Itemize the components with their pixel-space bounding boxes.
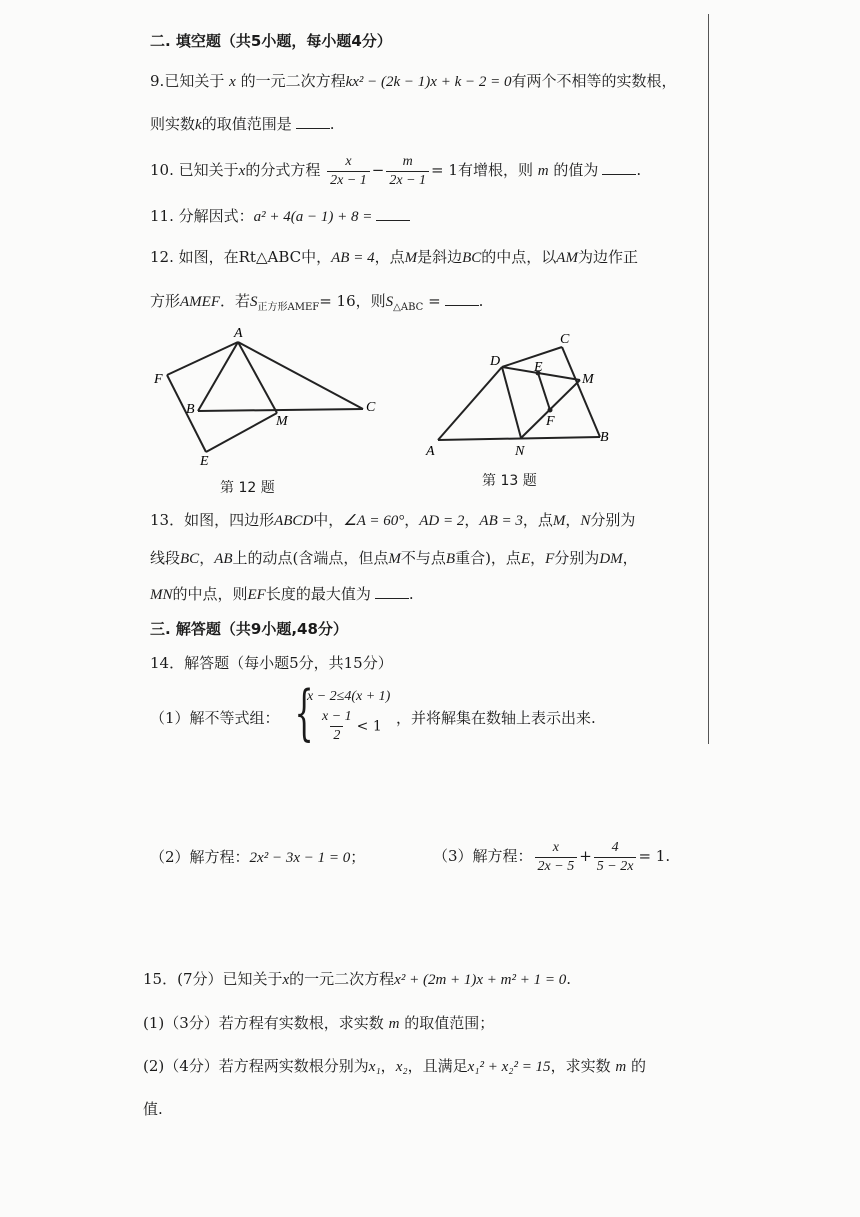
q13-t24: ， — [530, 549, 546, 567]
p3-f2-den: 5 − 2x — [594, 857, 637, 876]
q14-p3-label: （3）解方程： — [433, 847, 533, 865]
q9-text-2: 的一元二次方程 — [240, 72, 346, 90]
question-14-header: 14．解答题（每小题5分，共15分） — [150, 654, 393, 672]
q13-t32: 长度的最大值为 — [265, 585, 371, 603]
q13-t19: M — [388, 551, 401, 567]
q10-eq: = 1 — [431, 161, 458, 179]
q13-t29: MN — [150, 587, 173, 603]
inequality-2-fraction — [319, 708, 355, 745]
fig13-label-a: A — [426, 444, 435, 459]
fig13-label-c: C — [560, 332, 570, 347]
q9-text-5: 的取值范围是 — [201, 115, 292, 133]
q9-text-3: 有两个不相等的实数根， — [511, 72, 677, 90]
q9-text-4: 则实数 — [150, 115, 196, 133]
q15-t15: ，求实数 — [550, 1057, 611, 1075]
page-edge-line — [708, 14, 709, 744]
question-15-line-4: 值. — [143, 1100, 163, 1118]
question-13-line-3 — [150, 583, 414, 606]
q10-text-4: 的值为 — [553, 161, 599, 179]
q13-t20: 不与点 — [400, 549, 446, 567]
q13-t28: ， — [622, 549, 638, 567]
fig13-edge-dc — [502, 347, 562, 367]
q14-p3-fraction-2 — [594, 839, 637, 876]
q13-t26: 分别为 — [554, 549, 600, 567]
fig13-point-f — [548, 408, 553, 413]
q13-t4: ∠A = 60° — [343, 513, 405, 529]
inequality-system-brace: { — [294, 678, 314, 748]
p3-f1-num: x — [552, 839, 559, 855]
fig13-label-b: B — [600, 430, 609, 445]
q15-t13: ，且满足 — [407, 1057, 468, 1075]
q13-t15: BC — [180, 551, 200, 567]
q12-t19: = — [428, 292, 441, 310]
q13-t25: F — [545, 551, 555, 567]
q11-expression: a² + 4(a − 1) + 8 = — [253, 209, 373, 225]
q15-t16: m — [615, 1059, 627, 1075]
q10-minus: − — [371, 161, 385, 179]
q11-number: 11. — [150, 207, 174, 225]
q10-fraction-1 — [327, 153, 370, 190]
q13-t1: 13．如图，四边形 — [150, 511, 275, 529]
q10-fraction-2 — [386, 153, 429, 190]
q10-f2-num: m — [402, 153, 413, 169]
q15-t17: 的 — [630, 1057, 646, 1075]
q15-t5: . — [566, 970, 572, 988]
q14-p2-end: ； — [350, 848, 366, 866]
q12-t11: AMEF — [180, 294, 220, 310]
fig12-label-e: E — [200, 454, 209, 469]
ineq2-num: x − 1 — [322, 709, 352, 724]
q10-end: . — [636, 161, 642, 179]
q12-end: . — [478, 292, 484, 310]
q12-t18: △ABC — [393, 302, 424, 313]
q13-t5: ， — [404, 511, 420, 529]
question-15-line-2 — [143, 1012, 494, 1035]
question-9-line-1 — [150, 70, 676, 93]
q13-t9: ，点 — [522, 511, 553, 529]
fig13-label-d: D — [490, 354, 501, 369]
p3-eq: = 1 — [638, 847, 666, 865]
ineq2-den: 2 — [330, 726, 343, 745]
q15-t11: ， — [380, 1057, 396, 1075]
p3-f1-den: 2x − 5 — [535, 857, 578, 876]
q10-text-3: 有增根，则 — [457, 161, 533, 179]
question-15-line-1 — [143, 968, 571, 991]
q13-end: . — [408, 585, 414, 603]
fig12-label-a: A — [234, 326, 243, 341]
q9-text: 已知关于 — [164, 72, 225, 90]
q14-part-3 — [433, 836, 670, 876]
q15-t2: x — [282, 972, 290, 988]
fig13-label-n: N — [515, 444, 525, 459]
q10-var-x: x — [238, 163, 246, 179]
question-12-line-2 — [150, 290, 483, 319]
q9-answer-blank — [296, 114, 330, 129]
question-13-line-1 — [150, 509, 635, 532]
q12-t8: AM — [556, 250, 578, 266]
q15-t3: 的一元二次方程 — [289, 970, 395, 988]
q13-t3: 中， — [313, 511, 344, 529]
q13-t30: 的中点，则 — [172, 585, 248, 603]
p3-end: . — [665, 847, 671, 865]
q9-equation: kx² − (2k − 1)x + k − 2 = 0 — [345, 74, 512, 90]
fig12-label-f: F — [154, 372, 163, 387]
q10-f1-den: 2x − 1 — [327, 171, 370, 190]
q10-f1-num: x — [345, 153, 352, 169]
inequality-1: x − 2≤4(x + 1) — [307, 689, 391, 704]
q12-t17: S — [385, 294, 394, 310]
q12-t3: ，点 — [374, 248, 405, 266]
q11-answer-blank — [376, 206, 410, 221]
q13-t17: AB — [214, 551, 233, 567]
q12-answer-blank — [445, 291, 479, 306]
q13-answer-blank — [375, 584, 409, 599]
q12-t16: ，则 — [355, 292, 386, 310]
q12-t13: S — [250, 294, 258, 310]
inequality-2-rhs: < 1 — [356, 718, 382, 735]
q13-t8: AB = 3 — [479, 513, 523, 529]
fig13-label-m: M — [582, 372, 594, 387]
q12-t10: 方形 — [150, 292, 181, 310]
inequality-system — [307, 684, 391, 743]
q13-t13: 分别为 — [590, 511, 636, 529]
q12-t14: 正方形AMEF — [257, 302, 320, 313]
q15-t1: 15．(7分）已知关于 — [143, 970, 283, 988]
q15-t12: x₂ — [395, 1059, 408, 1075]
q14-p2-label: （2）解方程： — [150, 848, 250, 866]
q9-var-k: k — [195, 117, 202, 133]
fig13-caption: 第 13 题 — [482, 473, 537, 489]
q13-t10: M — [552, 513, 566, 529]
fig13-edge-ef — [538, 373, 550, 410]
q10-answer-blank — [602, 160, 636, 175]
q10-text: 已知关于 — [178, 161, 239, 179]
q14-p2-equation: 2x² − 3x − 1 = 0 — [249, 850, 351, 866]
q13-t12: N — [580, 513, 591, 529]
fig12-label-m: M — [276, 414, 288, 429]
question-9-line-2 — [150, 113, 334, 136]
p3-f2-num: 4 — [611, 839, 619, 855]
fig12-label-c: C — [366, 400, 376, 415]
q12-number: 12. — [150, 248, 174, 266]
q9-number: 9. — [150, 72, 165, 90]
section-2-title: 二. 填空题（共5小题，每小题4分） — [150, 32, 392, 50]
q12-t12: ．若 — [220, 292, 251, 310]
q13-t11: ， — [565, 511, 581, 529]
q12-t2: AB = 4 — [331, 250, 375, 266]
q11-text: 分解因式： — [178, 207, 254, 225]
q10-var-m: m — [537, 163, 549, 179]
q14-part-1-instruction: ，并将解集在数轴上表示出来. — [396, 709, 596, 727]
figure-12 — [150, 325, 390, 470]
fig13-edge-dn — [502, 367, 521, 438]
q13-t23: E — [520, 551, 531, 567]
q12-t15: = 16 — [319, 292, 356, 310]
question-13-line-2 — [150, 547, 638, 570]
fig12-label-b: B — [186, 402, 195, 417]
q13-t27: DM — [599, 551, 623, 567]
question-10 — [150, 150, 641, 191]
q12-t6: BC — [462, 250, 482, 266]
q10-text-2: 的分式方程 — [245, 161, 321, 179]
fig12-edge-bc — [198, 409, 363, 411]
fig13-label-e: E — [534, 360, 543, 375]
q12-t7: 的中点，以 — [481, 248, 557, 266]
fig12-caption: 第 12 题 — [220, 480, 275, 496]
q13-t18: 上的动点(含端点，但点 — [232, 549, 389, 567]
q9-end: . — [329, 115, 335, 133]
q12-t5: 是斜边 — [417, 248, 463, 266]
q13-t6: AD = 2 — [419, 513, 465, 529]
q15-t7: m — [388, 1016, 400, 1032]
q15-t6: (1)（3分）若方程有实数根，求实数 — [143, 1014, 384, 1032]
question-11 — [150, 205, 410, 228]
fig12-edge-em — [206, 413, 277, 452]
q12-t1: 如图，在Rt△ABC中， — [178, 248, 332, 266]
q12-t4: M — [404, 250, 418, 266]
q15-t9: (2)（4分）若方程两实数根分别为 — [143, 1057, 369, 1075]
q9-var-x: x — [229, 74, 236, 90]
section-3-title: 三. 解答题（共9小题,48分） — [150, 620, 348, 638]
question-15-line-3 — [143, 1055, 646, 1078]
q14-part-2 — [150, 846, 365, 869]
q15-t14: x₁² + x₂² = 15 — [467, 1059, 551, 1075]
q13-t21: B — [445, 551, 456, 567]
q15-t10: x₁ — [368, 1059, 381, 1075]
q13-t31: EF — [247, 587, 266, 603]
q10-number: 10. — [150, 161, 174, 179]
question-12-line-1 — [150, 246, 638, 269]
q14-p3-fraction-1 — [535, 839, 578, 876]
q13-t16: ， — [199, 549, 215, 567]
fig13-edge-ad — [438, 367, 502, 440]
q15-t4: x² + (2m + 1)x + m² + 1 = 0 — [394, 972, 567, 988]
q10-f2-den: 2x − 1 — [386, 171, 429, 190]
fig13-edge-ab — [438, 437, 600, 440]
figure-13 — [420, 325, 620, 465]
q15-t8: 的取值范围； — [404, 1014, 495, 1032]
q14-part-1-label: （1）解不等式组： — [150, 709, 280, 727]
q13-t14: 线段 — [150, 549, 181, 567]
q12-t9: 为边作正 — [577, 248, 638, 266]
fig13-label-f: F — [546, 414, 555, 429]
p3-plus: + — [579, 847, 592, 865]
q13-t22: 重合)，点 — [455, 549, 521, 567]
q13-t7: ， — [464, 511, 480, 529]
q13-t2: ABCD — [274, 513, 314, 529]
